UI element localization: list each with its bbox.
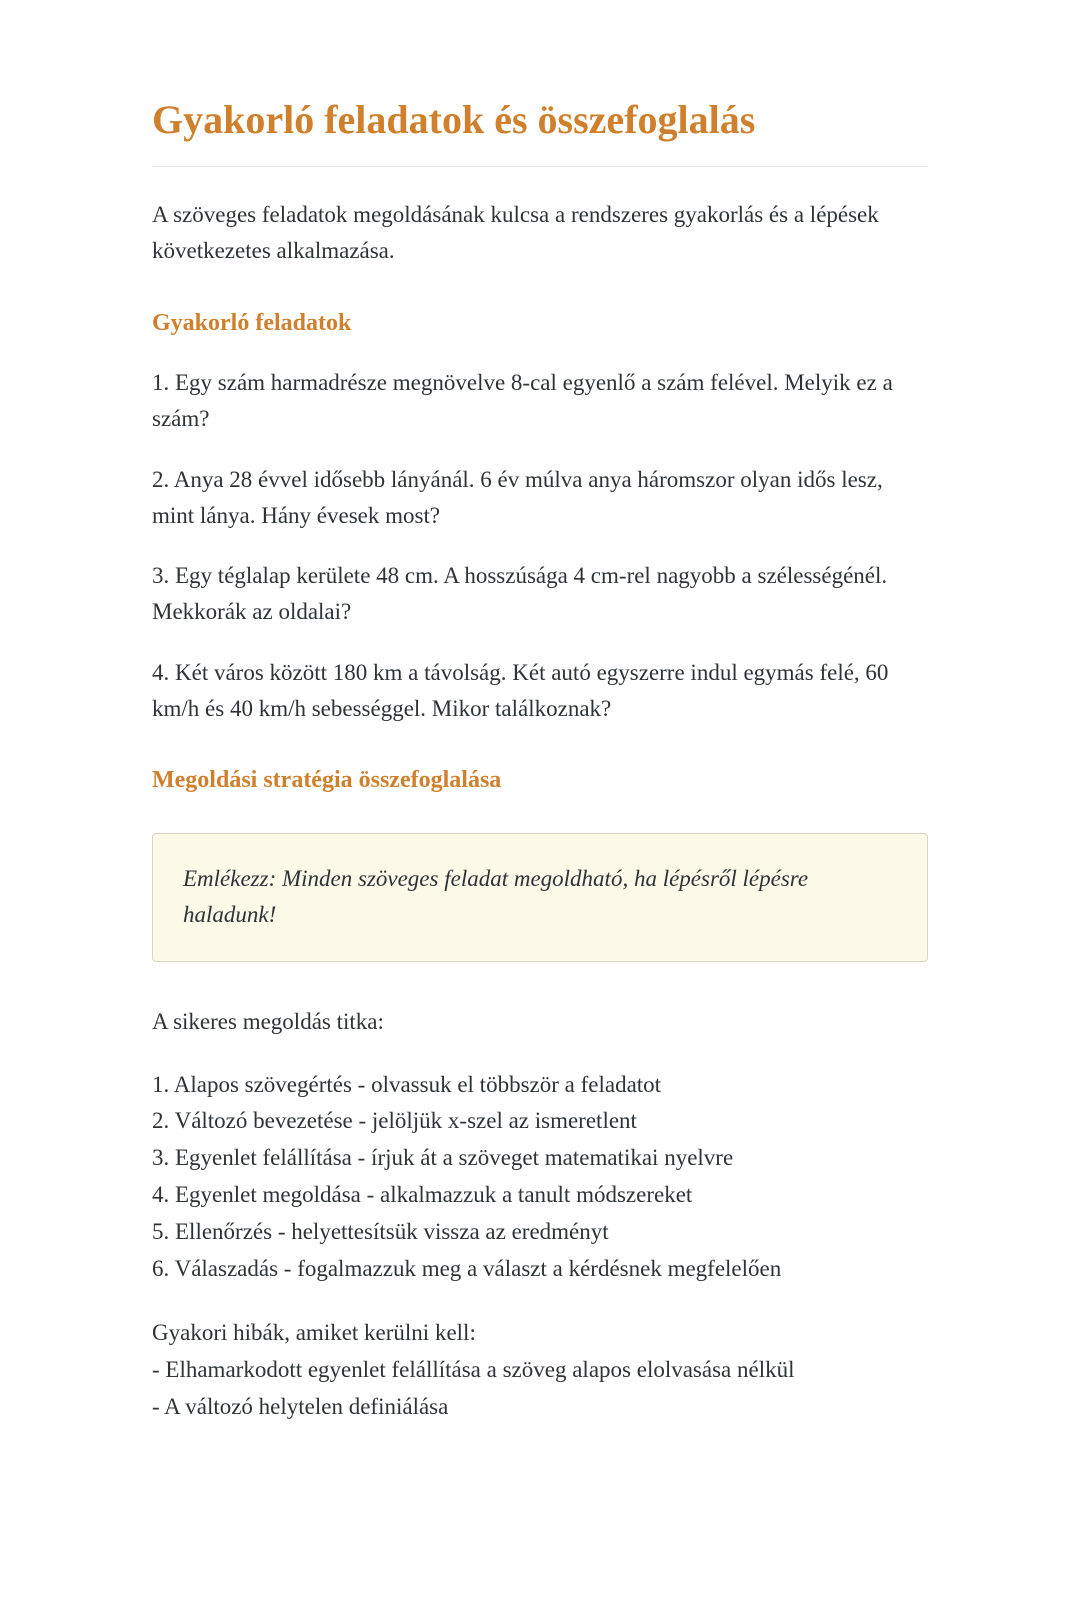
- problem-item-3: 3. Egy téglalap kerülete 48 cm. A hosszúsága 4 cm-rel nagyobb a szélességénél. Mekkorák az oldalai?: [152, 563, 888, 625]
- step-item-5: 5. Ellenőrzés - helyettesítsük vissza az eredményt: [152, 1218, 609, 1244]
- step-item-3: 3. Egyenlet felállítása - írjuk át a szöveget matematikai nyelvre: [152, 1145, 734, 1171]
- step-item-4: 4. Egyenlet megoldása - alkalmazzuk a tanult módszereket: [152, 1181, 693, 1207]
- mistake-item-1: - Elhamarkodott egyenlet felállítása a szöveg alapos elolvasása nélkül: [152, 1357, 795, 1383]
- title-divider: [152, 166, 928, 167]
- mistakes-intro: Gyakori hibák, amiket kerülni kell:: [152, 1320, 476, 1346]
- document-page: [152, 0, 928, 1604]
- intro-paragraph: A szöveges feladatok megoldásának kulcsa a rendszeres gyakorlás és a lépések következetes alkalmazása.: [152, 202, 879, 264]
- section-heading-strategy: Megoldási stratégia összefoglalása: [152, 767, 502, 794]
- step-item-2: 2. Változó bevezetése - jelöljük x-szel az ismeretlent: [152, 1108, 637, 1134]
- page-title: Gyakorló feladatok és összefoglalás: [152, 97, 756, 142]
- problem-item-4: 4. Két város között 180 km a távolság. Két autó egyszerre indul egymás felé, 60 km/h és 40 km/h sebességgel. Mikor találkoznak?: [152, 659, 889, 722]
- problem-item-1: 1. Egy szám harmadrésze megnövelve 8-cal egyenlő a szám felével. Melyik ez a szám?: [152, 369, 893, 432]
- step-item-1: 1. Alapos szövegértés - olvassuk el többször a feladatot: [152, 1071, 662, 1097]
- steps-list: [152, 1067, 928, 1288]
- callout-box: [152, 833, 928, 963]
- section-heading-practice: Gyakorló feladatok: [152, 309, 352, 336]
- step-item-6: 6. Válaszadás - fogalmazzuk meg a választ a kérdésnek megfelelően: [152, 1255, 782, 1281]
- callout-text: Emlékezz: Minden szöveges feladat megoldható, ha lépésről lépésre haladunk!: [183, 865, 809, 928]
- mistake-item-2: - A változó helytelen definiálása: [152, 1393, 449, 1419]
- mistakes-block: [152, 1315, 928, 1425]
- secret-intro: A sikeres megoldás titka:: [152, 1009, 384, 1035]
- problem-item-2: 2. Anya 28 évvel idősebb lányánál. 6 év múlva anya háromszor olyan idős lesz, mint lánya. Hány évesek most?: [152, 466, 883, 528]
